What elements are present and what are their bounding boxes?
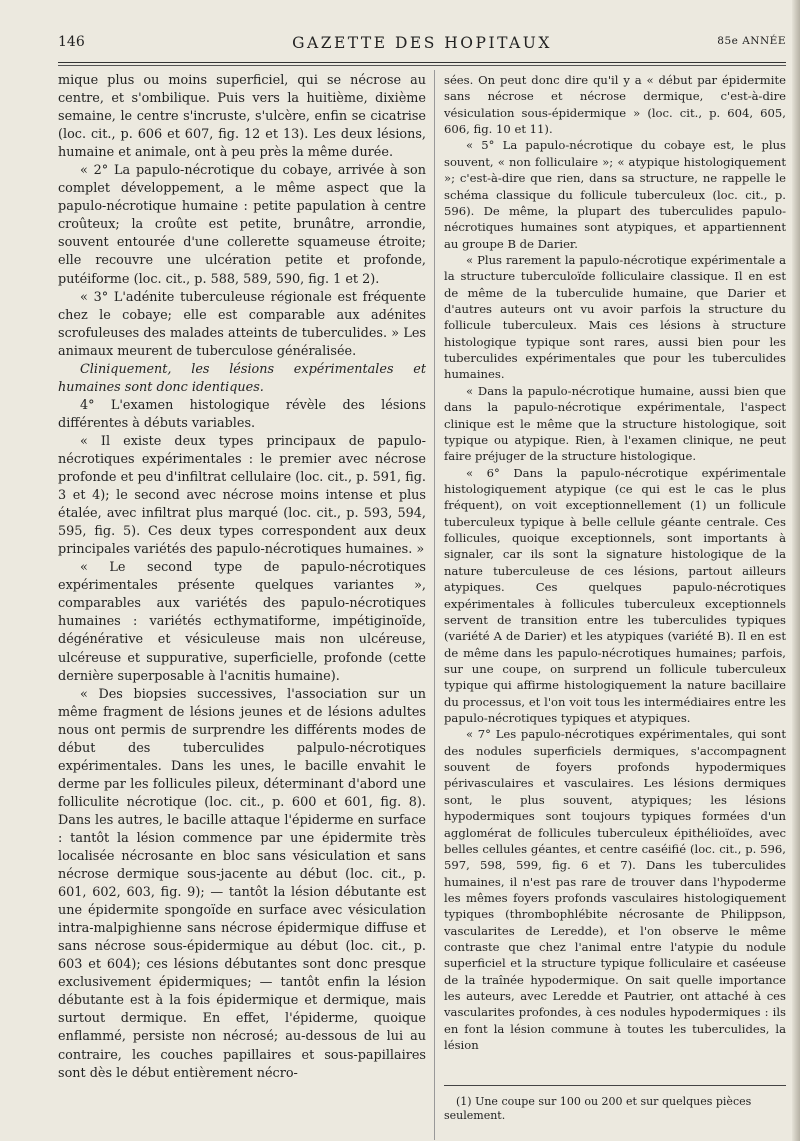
paragraph: « Dans la papulo-nécrotique humaine, aussi bien que dans la papulo-nécrotique expérimentale, l'aspect clinique est le même que la structure histologique, soit typique ou atypique. Rien, à l'examen clinique, ne peut faire préjuger de la structure histologique. bbox=[444, 383, 786, 464]
paragraph: « Des biopsies successives, l'association sur un même fragment de lésions jeunes et de lésions adultes nous ont permis de surprendre les différents modes de début des tuberculides palpulo-nécrotiques expérimentales. Dans les unes, le bacille envahit le derme par les follicules pileux, déterminant d'abord une folliculite nécrotique (loc. cit., p. 600 et 601, fig. 8). Dans les autres, le bacille attaque l'épiderme en surface : tantôt la lésion commence par une épidermite très localisée nécrosante en bloc sans vésiculation et sans nécrose dermique sous-jacente au début (loc. cit., p. 601, 602, 603, fig. 9); — tantôt la lésion débutante est une épidermite spongoïde en surface avec vésiculation intra-malpighienne sans nécrose épidermique diffuse et sans nécrose sous-épidermique au début (loc. cit., p. 603 et 604); ces lésions débutantes sont donc presque exclusivement épidermiques; — tantôt enfin la lésion débutante est à la fois épidermique et dermique, mais surtout dermique. En effet, l'épiderme, quoique enflammé, persiste non nécrosé; au-dessous de lui au contraire, les couches papillaires et sous-papillaires sont dès le début entièrement nécro- bbox=[58, 686, 426, 1081]
paragraph: « 2° La papulo-nécrotique du cobaye, arrivée à son complet développement, a le même aspect que la papulo-nécrotique humaine : petite papulation à centre croûteux; la croûte est petite, brunâtre, arrondie, souvent entourée d'une collerette squameuse étroite; elle recouvre une ulcération petite et profonde, putéiforme (loc. cit., p. 588, 589, 590, fig. 1 et 2). bbox=[58, 163, 426, 287]
journal-title: GAZETTE DES HOPITAUX bbox=[292, 34, 552, 52]
paragraph: Cliniquement, les lésions expérimentales et humaines sont donc identiques. bbox=[58, 361, 426, 395]
paragraph: mique plus ou moins superficiel, qui se nécrose au centre, et s'ombilique. Puis vers la huitième, dixième semaine, le centre s'incruste, s'ulcère, enfin se cicatrise (loc. cit., p. 606 et 607, fig. 12 et 13). Les deux lésions, humaine et animale, ont à peu près la même durée. bbox=[58, 73, 426, 161]
footnote: (1) Une coupe sur 100 ou 200 et sur quelques pièces seulement. bbox=[444, 1095, 752, 1122]
paragraph: « 6° Dans la papulo-nécrotique expérimentale histologiquement atypique (ce qui est le cas le plus fréquent), on voit exceptionnellement (1) un follicule tuberculeux typique à belle cellule géante centrale. Ces follicules, quoique exceptionnels, sont importants à signaler, car ils sont la signature histologique de la nature tuberculeuse de ces lésions, partout ailleurs atypiques. Ces quelques papulo-nécrotiques expérimentales à follicules tuberculeux exceptionnels servent de transition entre les tuberculides typiques (variété A de Darier) et les atypiques (variété B). Il en est de même dans les papulo-nécrotiques humaines; parfois, sur une coupe, on surprend un follicule tuberculeux typique qui affirme histologiquement la nature bacillaire du processus, et l'on voit tous les intermédiaires entre les papulo-nécrotiques typiques et atypiques. bbox=[444, 465, 786, 726]
paragraph: « 7° Les papulo-nécrotiques expérimentales, qui sont des nodules superficiels dermiques, s'accompagnent souvent de foyers profonds hypodermiques périvasculaires et vasculaires. Les lésions dermiques sont, le plus souvent, atypiques; les lésions hypodermiques sont toujours typiques formées d'un agglomérat de follicules tuberculeux épithélioïdes, avec belles cellules géantes, et centre caséifié (loc. cit., p. 596, 597, 598, 599, fig. 6 et 7). Dans les tuberculides humaines, il n'est pas rare de trouver dans l'hypoderme les mêmes foyers profonds vasculaires histologiquement typiques (thrombophlébite nécrosante de Philippson, vascularites de Leredde), et l'on observe le même contraste que chez l'animal entre l'atypie du nodule superficiel et la structure typique folliculaire et caséeuse de la traînée hypodermique. On sait quelle importance les auteurs, avec Leredde et Pautrier, ont attaché à ces vascularites profondes, à ces nodules hypodermiques : ils en font la lésion commune à toutes les tuberculides, la lésion bbox=[444, 727, 786, 1053]
paragraph: 4° L'examen histologique révèle des lésions différentes à débuts variables. bbox=[58, 397, 426, 431]
paragraph: sées. On peut donc dire qu'il y a « début par épidermite sans nécrose et nécrose dermique, c'est-à-dire vésiculation sous-épidermique » (loc. cit., p. 604, 605, 606, fig. 10 et 11). bbox=[444, 73, 786, 137]
right-column bbox=[444, 72, 786, 1054]
year-label: 85e ANNÉE bbox=[717, 35, 786, 47]
header-rule bbox=[58, 62, 786, 66]
footnote-rule bbox=[444, 1085, 786, 1086]
page-edge-shadow bbox=[792, 0, 800, 1141]
column-divider bbox=[434, 70, 435, 1140]
paragraph: « 5° La papulo-nécrotique du cobaye est, le plus souvent, « non folliculaire »; « atypique histologiquement »; c'est-à-dire que rien, dans sa structure, ne rappelle le schéma classique du follicule tuberculeux (loc. cit., p. 596). De même, la plupart des tuberculides papulo-nécrotiques humaines sont atypiques, et appartiennent au groupe B de Darier. bbox=[444, 138, 786, 251]
running-header bbox=[58, 34, 786, 56]
left-column bbox=[58, 72, 426, 1083]
page-number: 146 bbox=[58, 34, 85, 50]
paragraph: « 3° L'adénite tuberculeuse régionale est fréquente chez le cobaye; elle est comparable aux adénites scrofuleuses des malades atteints de tuberculides. » Les animaux meurent de tuberculose généralisée. bbox=[58, 289, 426, 359]
paragraph: « Plus rarement la papulo-nécrotique expérimentale a la structure tuberculoïde folliculaire classique. Il en est de même de la tuberculide humaine, que Darier et d'autres auteurs ont vu avoir parfois la structure du follicule tuberculeux. Mais ces lésions à structure histologique typique sont rares, aussi bien pour les tuberculides expérimentales que pour les tuberculides humaines. bbox=[444, 252, 786, 382]
paragraph: « Le second type de papulo-nécrotiques expérimentales présente quelques variantes », comparables aux variétés des papulo-nécrotiques humaines : variétés ecthymatiforme, impétiginoïde, dégénérative et vésiculeuse mais non ulcéreuse, ulcéreuse et suppurative, superficielle, profonde (cette dernière superposable à l'acnitis humaine). bbox=[58, 560, 426, 684]
paragraph: « Il existe deux types principaux de papulo-nécrotiques expérimentales : le premier avec nécrose profonde et peu d'infiltrat cellulaire (loc. cit., p. 591, fig. 3 et 4); le second avec nécrose moins intense et plus étalée, avec infiltrat plus marqué (loc. cit., p. 593, 594, 595, fig. 5). Ces deux types correspondent aux deux principales variétés des papulo-nécrotiques humaines. » bbox=[58, 433, 426, 558]
